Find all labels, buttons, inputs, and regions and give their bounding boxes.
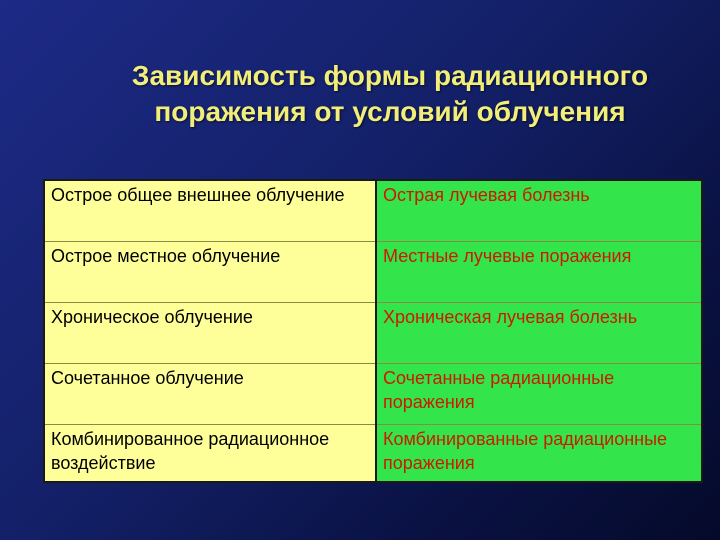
result-cell: Сочетанные радиационные поражения — [376, 364, 702, 425]
result-cell: Комбинированные радиационные поражения — [376, 425, 702, 483]
table-row — [44, 425, 702, 483]
table-row — [44, 180, 702, 242]
condition-cell: Комбинированное радиационное воздействие — [44, 425, 376, 483]
condition-cell: Сочетанное облучение — [44, 364, 376, 425]
title-line-1: Зависимость формы радиационного — [131, 60, 649, 91]
table-row — [44, 364, 702, 425]
title-line-2: поражения от условий облучения — [154, 96, 626, 127]
table-row — [44, 303, 702, 364]
irradiation-table — [43, 179, 703, 483]
result-cell: Острая лучевая болезнь — [376, 180, 702, 242]
condition-cell: Хроническое облучение — [44, 303, 376, 364]
slide-title — [60, 58, 720, 130]
table-row — [44, 242, 702, 303]
result-cell: Местные лучевые поражения — [376, 242, 702, 303]
result-cell: Хроническая лучевая болезнь — [376, 303, 702, 364]
condition-cell: Острое общее внешнее облучение — [44, 180, 376, 242]
condition-cell: Острое местное облучение — [44, 242, 376, 303]
